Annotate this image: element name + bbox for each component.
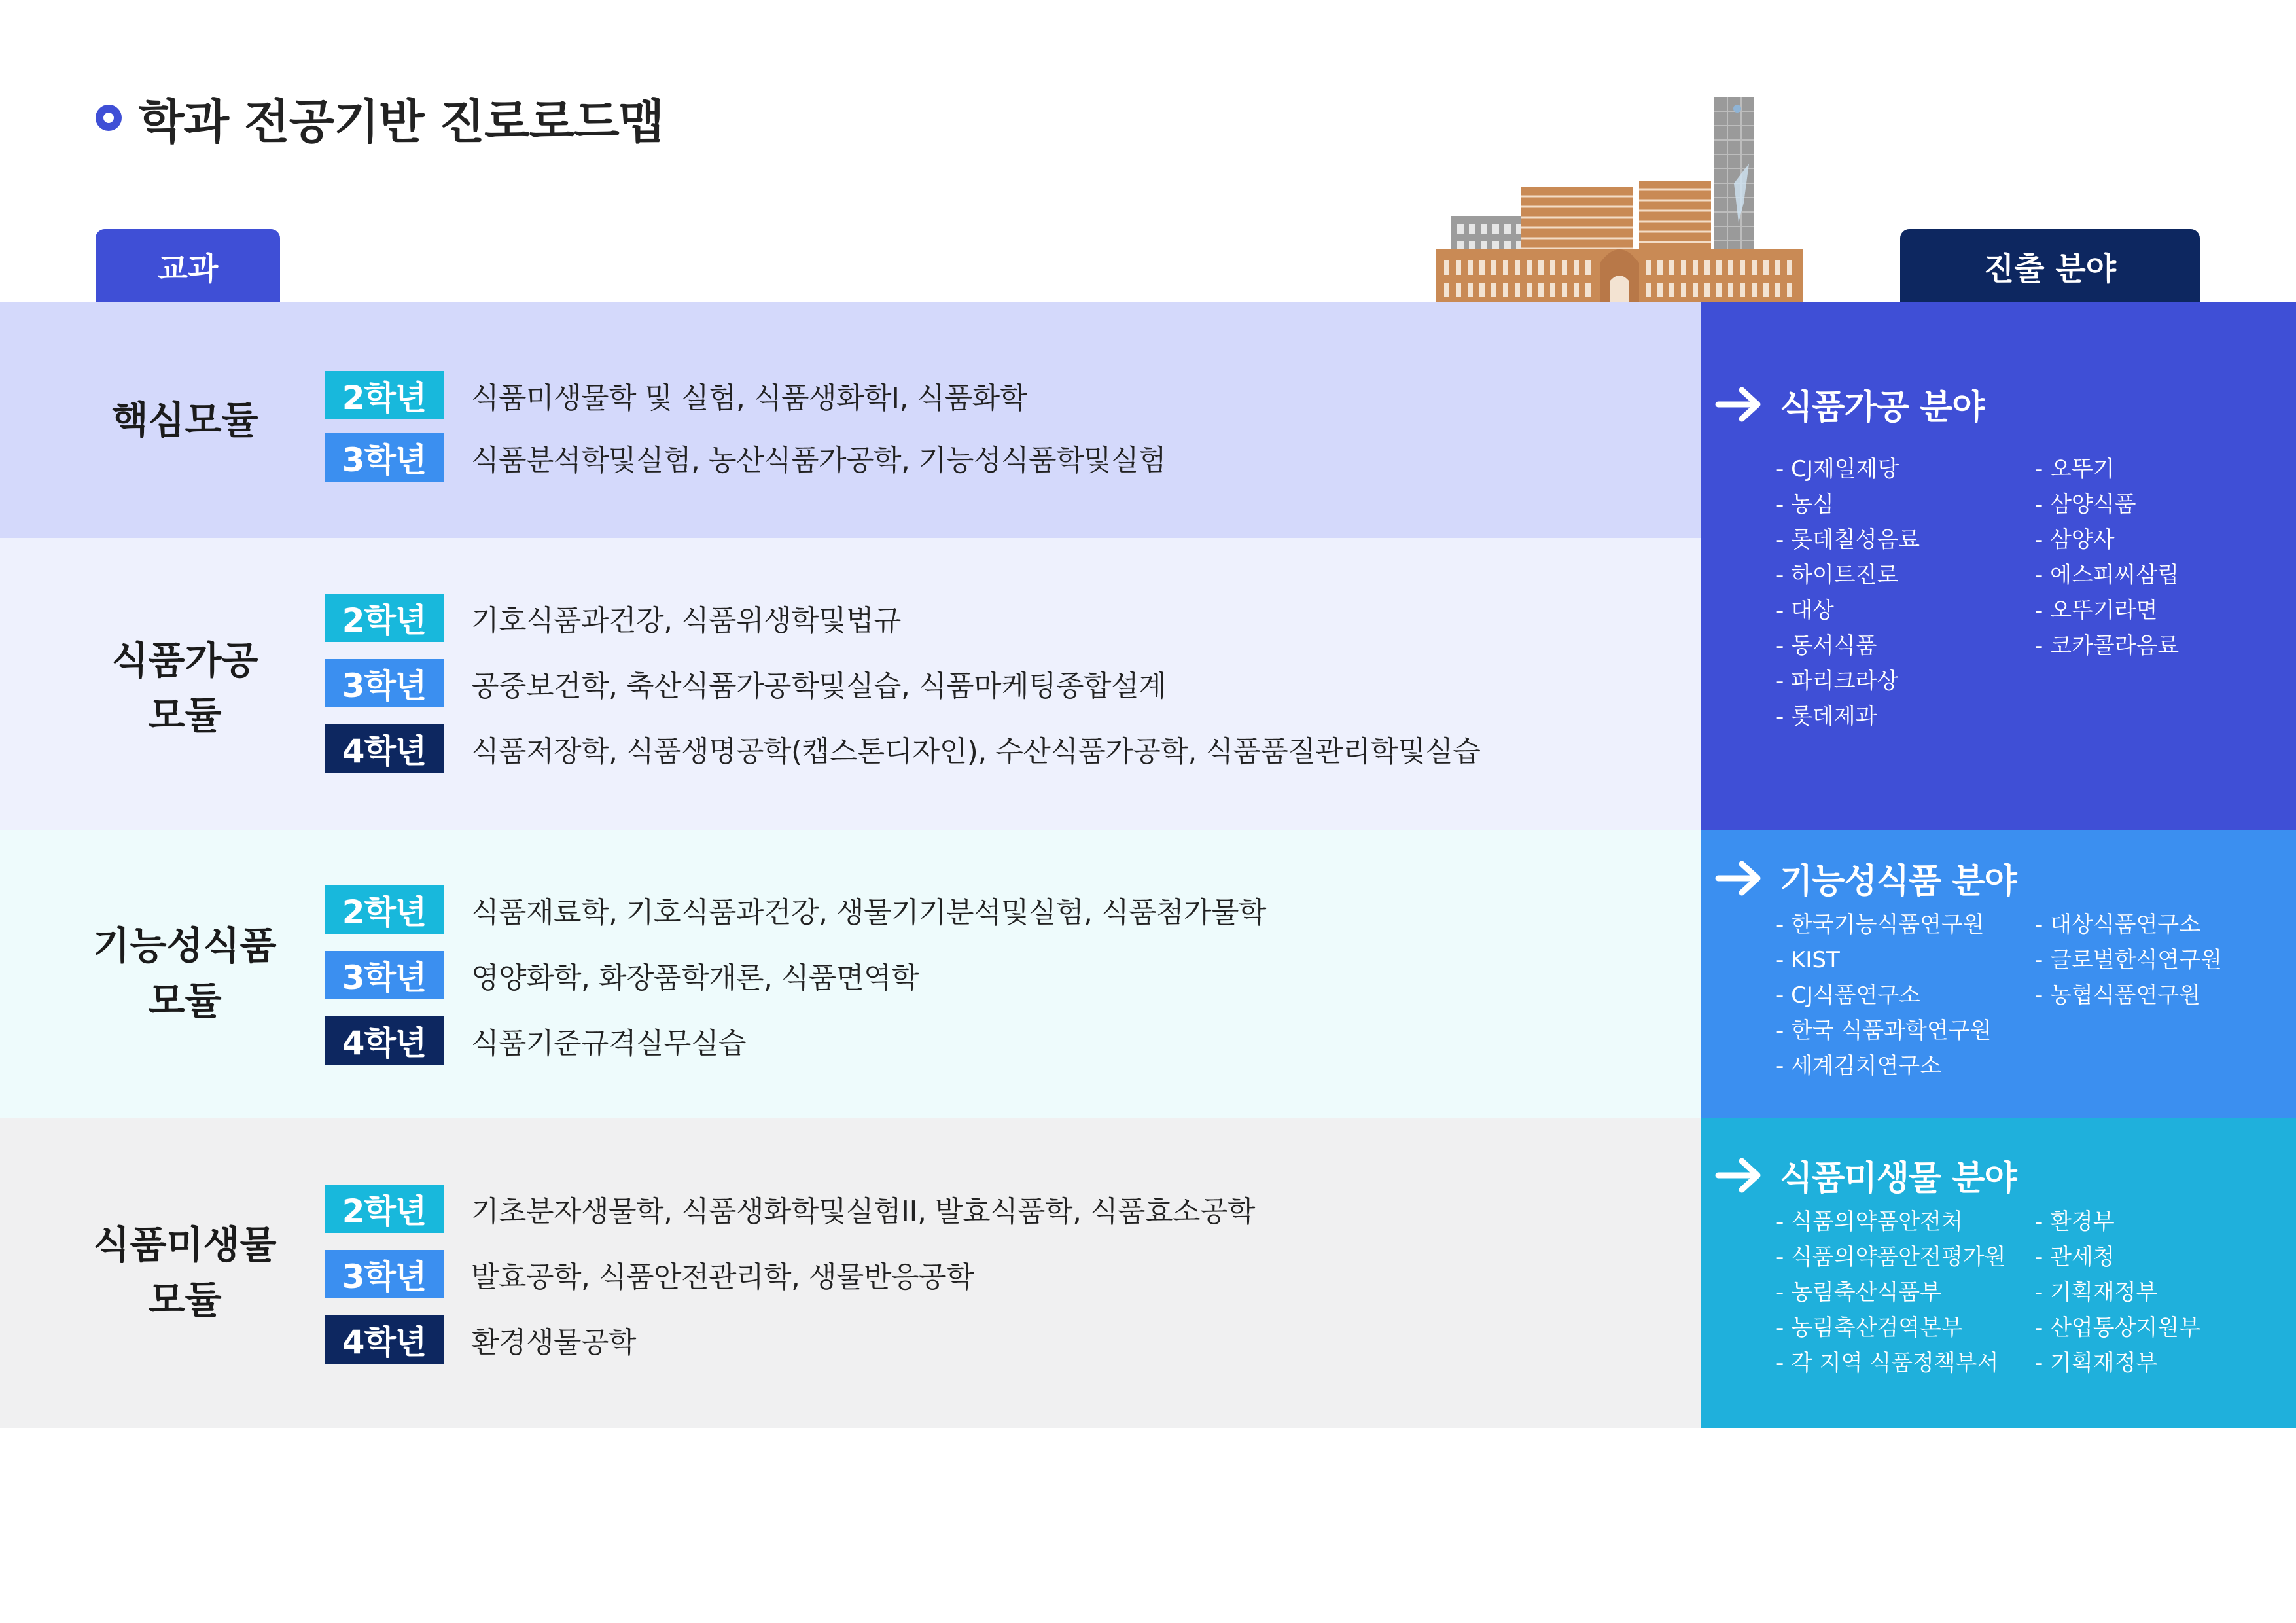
grade-badge: 2학년 <box>325 885 444 934</box>
career-panel-functional <box>1701 830 2296 1118</box>
agency-list-col1 <box>1776 1204 2006 1381</box>
grade-row <box>325 885 1266 934</box>
career-heading <box>1714 853 2017 902</box>
grade-badge: 2학년 <box>325 371 444 419</box>
grade-row <box>325 1185 1255 1233</box>
course-list: 식품저장학, 식품생명공학(캡스톤디자인), 수산식품가공학, 식품품질관리학및실습 <box>471 735 1481 768</box>
course-list: 식품미생물학 및 실험, 식품생화학I, 식품화학 <box>471 382 1027 415</box>
page-title <box>96 84 663 152</box>
agency-list-col2 <box>2035 1204 2200 1381</box>
course-list: 공중보건학, 축산식품가공학및실습, 식품마케팅종합설계 <box>471 669 1167 703</box>
list-item: - 관세청 <box>2035 1244 2115 1270</box>
course-list: 영양화학, 화장품학개론, 식품면역학 <box>471 961 919 995</box>
grade-badge: 3학년 <box>325 1250 444 1298</box>
course-list: 식품재료학, 기호식품과건강, 생물기기분석및실험, 식품첨가물학 <box>471 896 1267 929</box>
list-item: - 삼양사 <box>2035 527 2115 553</box>
module-name-line1: 식품미생물 <box>93 1222 277 1267</box>
list-item: - 동서식품 <box>1776 633 1877 659</box>
module-name <box>0 1217 370 1327</box>
grade-row <box>325 433 1166 482</box>
career-heading <box>1714 380 1985 429</box>
list-item: - 식품의약품안전평가원 <box>1776 1244 2006 1270</box>
list-item: - 식품의약품안전처 <box>1776 1209 1963 1235</box>
city-buildings-illustration <box>1436 92 1803 302</box>
list-item: - 대상식품연구소 <box>2035 912 2200 938</box>
career-heading-text: 식품가공 분야 <box>1780 388 1985 427</box>
circle-bullet-icon <box>96 105 122 131</box>
list-item: - 산업통상지원부 <box>2035 1315 2200 1341</box>
list-item: - 한국기능식품연구원 <box>1776 912 1985 938</box>
list-item: - 파리크라상 <box>1776 668 1899 694</box>
list-item: - CJ제일제당 <box>1776 456 1899 482</box>
list-item: - 코카콜라음료 <box>2035 633 2180 659</box>
list-item: - 농림축산식품부 <box>1776 1279 1941 1306</box>
list-item: - 환경부 <box>2035 1209 2115 1235</box>
career-heading-text: 식품미생물 분야 <box>1780 1159 2017 1198</box>
grade-row <box>325 1250 974 1298</box>
career-panel-processing <box>1701 302 2296 830</box>
list-item: - 하이트진로 <box>1776 562 1899 588</box>
grade-badge: 3학년 <box>325 951 444 999</box>
list-item: - CJ식품연구소 <box>1776 982 1921 1008</box>
list-item: - 기획재정부 <box>2035 1350 2158 1376</box>
grade-badge: 2학년 <box>325 1185 444 1233</box>
module-band-processing <box>0 538 1701 830</box>
list-item: - 대상 <box>1776 597 1834 624</box>
grade-badge: 4학년 <box>325 724 444 773</box>
module-name-line2: 모듈 <box>148 693 222 738</box>
module-name <box>0 393 370 448</box>
list-item: - 농심 <box>1776 491 1834 518</box>
module-band-core <box>0 302 1701 538</box>
list-item: - 삼양식품 <box>2035 491 2136 518</box>
grade-row <box>325 1016 746 1065</box>
page-title-text: 학과 전공기반 진로로드맵 <box>139 94 664 149</box>
career-heading <box>1714 1150 2017 1200</box>
grade-badge: 3학년 <box>325 433 444 482</box>
module-name-line1: 핵심모듈 <box>111 398 258 442</box>
course-list: 기호식품과건강, 식품위생학및법규 <box>471 604 902 637</box>
grade-badge: 4학년 <box>325 1016 444 1065</box>
course-list: 식품기준규격실무실습 <box>471 1027 747 1060</box>
grade-badge: 2학년 <box>325 594 444 642</box>
list-item: - 한국 식품과학연구원 <box>1776 1018 1992 1044</box>
module-name <box>0 633 370 743</box>
list-item: - 오뚜기 <box>2035 456 2115 482</box>
arrow-right-icon <box>1714 1156 1764 1195</box>
list-item: - 농협식품연구원 <box>2035 982 2200 1008</box>
list-item: - 글로벌한식연구원 <box>2035 947 2222 973</box>
list-item: - KIST <box>1776 947 1840 973</box>
grade-badge: 3학년 <box>325 659 444 707</box>
list-item: - 각 지역 식품정책부서 <box>1776 1350 1999 1376</box>
institute-list-col2 <box>2035 907 2222 1013</box>
course-list: 발효공학, 식품안전관리학, 생물반응공학 <box>471 1260 974 1294</box>
module-band-microbiology <box>0 1118 1701 1428</box>
list-item: - 세계김치연구소 <box>1776 1053 1941 1079</box>
company-list-col1 <box>1776 452 1920 734</box>
arrow-right-icon <box>1714 385 1764 424</box>
grade-row <box>325 371 1027 419</box>
arrow-right-icon <box>1714 859 1764 898</box>
list-item: - 에스피씨삼립 <box>2035 562 2180 588</box>
course-list: 환경생물공학 <box>471 1326 637 1359</box>
grade-badge: 4학년 <box>325 1315 444 1364</box>
list-item: - 오뚜기라면 <box>2035 597 2158 624</box>
grade-row <box>325 1315 636 1364</box>
tab-career-fields: 진출 분야 <box>1900 229 2200 302</box>
institute-list-col1 <box>1776 907 1991 1084</box>
list-item: - 농림축산검역본부 <box>1776 1315 1963 1341</box>
course-list: 식품분석학및실험, 농산식품가공학, 기능성식품학및실험 <box>471 444 1167 477</box>
module-name-line2: 모듈 <box>148 978 222 1023</box>
tab-subjects: 교과 <box>96 229 280 302</box>
grade-row <box>325 724 1480 773</box>
list-item: - 기획재정부 <box>2035 1279 2158 1306</box>
list-item: - 롯데칠성음료 <box>1776 527 1920 553</box>
career-panel-microbiology <box>1701 1118 2296 1428</box>
career-heading-text: 기능성식품 분야 <box>1780 862 2017 901</box>
module-name <box>0 918 370 1028</box>
course-list: 기초분자생물학, 식품생화학및실험II, 발효식품학, 식품효소공학 <box>471 1195 1255 1228</box>
module-name-line2: 모듈 <box>148 1277 222 1322</box>
module-name-line1: 식품가공 <box>111 638 258 683</box>
company-list-col2 <box>2035 452 2179 664</box>
module-name-line1: 기능성식품 <box>93 923 277 968</box>
grade-row <box>325 594 901 642</box>
grade-row <box>325 951 919 999</box>
list-item: - 롯데제과 <box>1776 704 1877 730</box>
grade-row <box>325 659 1166 707</box>
module-band-functional <box>0 830 1701 1118</box>
